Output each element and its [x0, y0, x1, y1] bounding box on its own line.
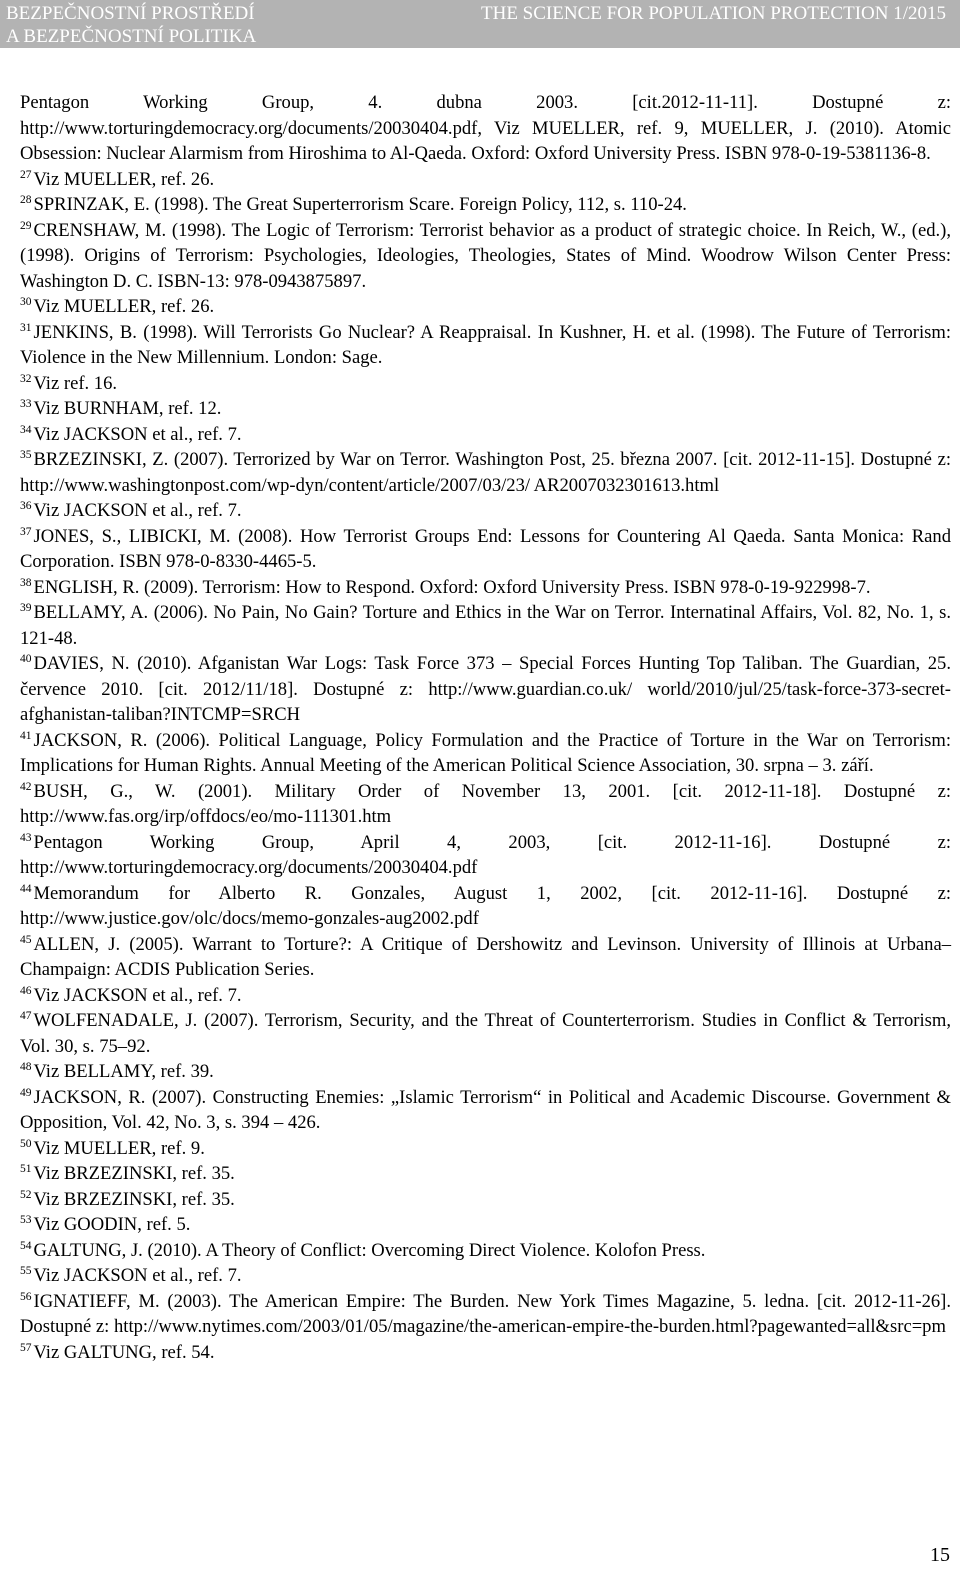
footnote-number: 54	[20, 1239, 32, 1252]
footnote	[20, 1289, 951, 1340]
footnote	[20, 1161, 951, 1187]
footnote-text: BRZEZINSKI, Z. (2007). Terrorized by War on Terror. Washington Post, 25. března 2007. [cit. 2012-11-15]. Dostupné z: http://www.washingtonpost.com/wp-dyn/content/article/2007/03/23/ AR2007032301613.html	[20, 449, 951, 496]
footnote	[20, 192, 951, 218]
page-number: 15	[930, 1544, 950, 1566]
footnote-number: 30	[20, 296, 32, 308]
footnote-number: 51	[20, 1163, 32, 1175]
footnote	[20, 932, 951, 983]
footnote-number: 38	[20, 576, 32, 589]
footnote	[20, 1136, 951, 1162]
footnote	[20, 294, 951, 320]
footnote	[20, 1340, 951, 1366]
footnote-number: 37	[20, 525, 32, 538]
footnote-text: SPRINZAK, E. (1998). The Great Superterrorism Scare. Foreign Policy, 112, s. 110-24.	[33, 194, 687, 215]
footnote-text: ENGLISH, R. (2009). Terrorism: How to Respond. Oxford: Oxford University Press. ISBN 978-0-19-922998-7.	[33, 576, 871, 598]
footnote	[20, 1085, 951, 1136]
footnote	[20, 422, 951, 448]
footnote-text: Viz JACKSON et al., ref. 7.	[33, 1265, 242, 1286]
footnote-text: Pentagon Working Group, 4. dubna 2003. [cit.2012-11-11]. Dostupné z: http://www.torturingdemocracy.org/documents/20030404.pdf, Viz MUELLER, ref. 9, MUELLER, J. (2010). Atomic Obsession: Nuclear Alarmism from Hiroshima to Al-Qaeda. Oxford: Oxford University Press. ISBN 978-0-19-5381136-8.	[20, 92, 951, 164]
footnote	[20, 524, 951, 575]
footnote-text: Viz JACKSON et al., ref. 7.	[33, 500, 242, 521]
header-journal-section	[6, 2, 256, 48]
footnote-number: 48	[20, 1061, 32, 1073]
footnote-number: 41	[20, 729, 32, 742]
footnote-number: 39	[20, 602, 32, 614]
footnote-text: BELLAMY, A. (2006). No Pain, No Gain? Torture and Ethics in the War on Terror. Internatinal Affairs, Vol. 82, No. 1, s. 121-48.	[20, 602, 951, 649]
footnote-text: IGNATIEFF, M. (2003). The American Empire: The Burden. New York Times Magazine, 5. ledna. [cit. 2012-11-26]. Dostupné z: http://www.nytimes.com/2003/01/05/magazine/the-american-empire-the-burden.html?pagewanted=all&src=pm	[20, 1290, 951, 1337]
footnote-number: 32	[20, 372, 32, 385]
footnote-number: 43	[20, 831, 32, 844]
footnote	[20, 320, 951, 371]
footnote-number: 35	[20, 449, 32, 461]
footnote-text: JACKSON, R. (2006). Political Language, Policy Formulation and the Practice of Torture in the War on Terrorism: Implications for Human Rights. Annual Meeting of the American Political Science Association, 30. srpna – 3. září.	[20, 729, 951, 776]
footnote-text: Viz GOODIN, ref. 5.	[33, 1214, 191, 1235]
footnote-text: JENKINS, B. (1998). Will Terrorists Go Nuclear? A Reappraisal. In Kushner, H. et al. (1998). The Future of Terrorism: Violence in the New Millennium. London: Sage.	[20, 321, 951, 368]
footnote	[20, 983, 951, 1009]
footnote-number: 29	[20, 219, 32, 232]
footnote-number: 46	[20, 984, 32, 997]
footnote-text: JONES, S., LIBICKI, M. (2008). How Terrorist Groups End: Lessons for Countering Al Qaeda. Santa Monica: Rand Corporation. ISBN 978-0-8330-4465-5.	[20, 525, 951, 572]
footnote	[20, 1238, 951, 1264]
footnote-text: DAVIES, N. (2010). Afganistan War Logs: Task Force 373 – Special Forces Hunting Top Taliban. The Guardian, 25. července 2010. [cit. 2012/11/18]. Dostupné z: http://www.guardian.co.uk/ world/2010/jul/25/task-force-373-secret-afghanistan-taliban?INTCMP=SRCH	[20, 653, 951, 725]
footnote	[20, 1059, 951, 1085]
footnote-text: Memorandum for Alberto R. Gonzales, August 1, 2002, [cit. 2012-11-16]. Dostupné z: http://www.justice.gov/olc/docs/memo-gonzales-aug2002.pdf	[20, 882, 951, 929]
footnote-number: 36	[20, 500, 32, 512]
footnote-text: Viz BELLAMY, ref. 39.	[33, 1061, 214, 1082]
footnote-number: 49	[20, 1086, 32, 1099]
footnote	[20, 881, 951, 932]
footnote-number: 45	[20, 933, 32, 946]
footnote-text: Viz MUELLER, ref. 26.	[33, 168, 215, 190]
footnote-text: WOLFENADALE, J. (2007). Terrorism, Security, and the Threat of Counterterrorism. Studies in Conflict & Terrorism, Vol. 30, s. 75–92.	[20, 1010, 951, 1057]
footnote-text: Viz BRZEZINSKI, ref. 35.	[33, 1163, 235, 1184]
footnote-text: ALLEN, J. (2005). Warrant to Torture?: A Critique of Dershowitz and Levinson. University of Illinois at Urbana–Champaign: ACDIS Publication Series.	[20, 933, 951, 980]
footnote-number: 27	[20, 168, 32, 181]
footnote-number: 42	[20, 780, 32, 793]
header-section-line2: A BEZPEČNOSTNÍ POLITIKA	[6, 26, 257, 47]
footnote	[20, 396, 951, 422]
footnote	[20, 651, 951, 728]
page-header	[0, 0, 960, 48]
footnote-text: Viz GALTUNG, ref. 54.	[33, 1341, 215, 1363]
footnote	[20, 830, 951, 881]
footnote-number: 57	[20, 1341, 32, 1354]
footnote-number: 44	[20, 882, 32, 895]
footnote	[20, 1263, 951, 1289]
footnote-text: Viz MUELLER, ref. 9.	[33, 1137, 205, 1159]
footnote	[20, 1212, 951, 1238]
footnote	[20, 218, 951, 295]
footnote	[20, 1008, 951, 1059]
footnote	[20, 90, 951, 167]
footnote	[20, 371, 951, 397]
footnote-number: 55	[20, 1265, 32, 1277]
footnote	[20, 1187, 951, 1213]
footnotes-list	[20, 90, 951, 1365]
footnote-text: CRENSHAW, M. (1998). The Logic of Terrorism: Terrorist behavior as a product of strategic choice. In Reich, W., (ed.), (1998). Origins of Terrorism: Psychologies, Ideologies, Theologies, States of Mind. Woodrow Wilson Center Press: Washington D. C. ISBN-13: 978-0943875897.	[20, 219, 951, 292]
footnote-number: 31	[20, 321, 32, 334]
footnote	[20, 498, 951, 524]
footnote-text: Viz ref. 16.	[33, 372, 118, 394]
footnote	[20, 779, 951, 830]
header-section-line1: BEZPEČNOSTNÍ PROSTŘEDÍ	[6, 3, 255, 24]
footnote-text: GALTUNG, J. (2010). A Theory of Conflict: Overcoming Direct Violence. Kolofon Press.	[33, 1239, 706, 1261]
footnote-number: 28	[20, 194, 32, 206]
footnote	[20, 167, 951, 193]
footnote-text: Pentagon Working Group, April 4, 2003, [cit. 2012-11-16]. Dostupné z: http://www.torturingdemocracy.org/documents/20030404.pdf	[20, 831, 951, 878]
footnote-number: 40	[20, 653, 32, 665]
footnote-text: Viz JACKSON et al., ref. 7.	[33, 984, 242, 1006]
footnote-number: 53	[20, 1214, 32, 1226]
footnote-number: 52	[20, 1188, 32, 1201]
footnote-number: 50	[20, 1137, 32, 1150]
footnote-number: 56	[20, 1290, 32, 1303]
footnote-text: Viz MUELLER, ref. 26.	[33, 296, 215, 317]
footnote-number: 33	[20, 398, 32, 410]
footnote-text: Viz BRZEZINSKI, ref. 35.	[33, 1188, 235, 1210]
footnote-text: BUSH, G., W. (2001). Military Order of November 13, 2001. [cit. 2012-11-18]. Dostupné z: http://www.fas.org/irp/offdocs/eo/mo-111301.htm	[20, 780, 951, 827]
footnote-text: Viz BURNHAM, ref. 12.	[33, 398, 222, 419]
footnote-text: Viz JACKSON et al., ref. 7.	[33, 423, 242, 445]
footnote-number: 34	[20, 423, 32, 436]
footnote	[20, 575, 951, 601]
footnote	[20, 600, 951, 651]
footnote-text: JACKSON, R. (2007). Constructing Enemies: „Islamic Terrorism“ in Political and Academic Discourse. Government & Opposition, Vol. 42, No. 3, s. 394 – 426.	[20, 1086, 951, 1133]
header-journal-title: THE SCIENCE FOR POPULATION PROTECTION 1/2015	[481, 3, 946, 24]
footnote	[20, 728, 951, 779]
footnote	[20, 447, 951, 498]
footnote-number: 47	[20, 1010, 32, 1022]
